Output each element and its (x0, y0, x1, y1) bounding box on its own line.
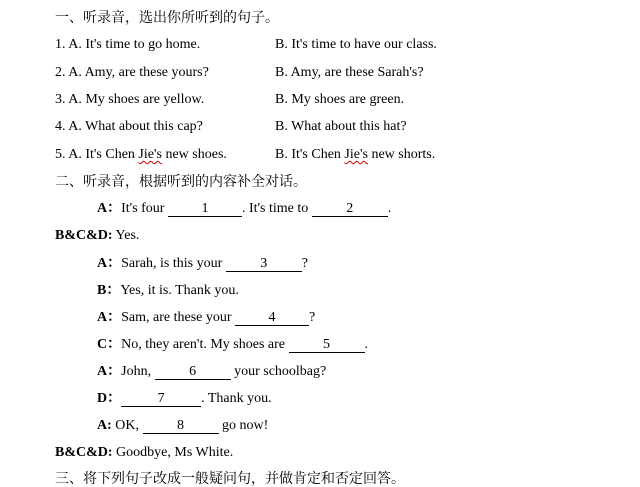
dialogue-text: go now! (218, 418, 269, 433)
speaker-label: A： (97, 364, 122, 379)
option-a: A. Amy, are these yours? (68, 65, 209, 80)
section2-heading: 二、听录音，根据听到的内容补全对话。 (55, 174, 307, 190)
dialogue-text: . Thank you. (201, 391, 272, 406)
question-number: 2. (55, 65, 66, 80)
dialogue-text: . (387, 201, 392, 216)
speaker-label: A: (97, 418, 112, 433)
dialogue-text: Yes. (115, 228, 140, 243)
spellcheck-name: Jie's (138, 147, 162, 162)
speaker-label: A： (97, 256, 122, 271)
dialogue-text: Goodbye, Ms White. (116, 445, 234, 460)
question-4 (55, 119, 203, 135)
option-a: A. What about this cap? (68, 119, 203, 134)
answer-blank-8: 8 (143, 419, 219, 434)
dialogue-line-4 (97, 283, 239, 299)
dialogue-line-2 (55, 228, 139, 244)
dialogue-line-8 (97, 391, 272, 407)
question-3 (55, 92, 204, 108)
dialogue-text: No, they aren't. My shoes are (121, 337, 289, 352)
dialogue-line-7 (97, 364, 326, 380)
question-5 (55, 147, 227, 163)
option-b: B. Amy, are these Sarah's? (275, 65, 424, 80)
question-number: 4. (55, 119, 66, 134)
dialogue-text: ? (301, 256, 308, 271)
option-b (275, 147, 435, 163)
answer-blank-1: 1 (168, 202, 242, 217)
answer-blank-2: 2 (312, 202, 388, 217)
question-2 (55, 65, 209, 81)
dialogue-line-3 (97, 256, 308, 272)
answer-blank-7: 7 (121, 392, 201, 407)
answer-blank-6: 6 (155, 365, 231, 380)
option-a: A. It's time to go home. (68, 37, 201, 52)
answer-blank-4: 4 (235, 311, 309, 326)
dialogue-text: OK, (115, 418, 143, 433)
dialogue-line-6 (97, 337, 368, 353)
section3-heading: 三、将下列句子改成一般疑问句，并做肯定和否定回答。 (55, 471, 405, 487)
option-a: A. My shoes are yellow. (68, 92, 205, 107)
dialogue-line-10 (55, 445, 233, 461)
question-number: 1. (55, 37, 66, 52)
dialogue-text: It's four (121, 201, 168, 216)
speaker-label: A： (97, 310, 122, 325)
question-number: 3. (55, 92, 66, 107)
dialogue-text: your schoolbag? (230, 364, 327, 379)
option-a-suffix: new shoes. (161, 147, 227, 162)
speaker-label: D： (97, 391, 122, 406)
speaker-label: B&C&D: (55, 228, 113, 243)
dialogue-text: Yes, it is. Thank you. (120, 283, 239, 298)
option-b: B. It's time to have our class. (275, 37, 437, 52)
dialogue-line-9 (97, 418, 268, 434)
dialogue-text: ? (309, 310, 316, 325)
dialogue-text: . It's time to (241, 201, 312, 216)
section1-heading: 一、听录音，选出你所听到的句子。 (55, 10, 279, 26)
dialogue-line-1 (97, 201, 391, 217)
dialogue-text: Sarah, is this your (121, 256, 226, 271)
option-b-prefix: B. It's Chen (275, 147, 345, 162)
dialogue-line-5 (97, 310, 315, 326)
speaker-label: A： (97, 201, 122, 216)
option-a-prefix: A. It's Chen (68, 147, 139, 162)
option-b: B. My shoes are green. (275, 92, 405, 107)
dialogue-text: Sam, are these your (121, 310, 236, 325)
option-b: B. What about this hat? (275, 119, 407, 134)
answer-blank-3: 3 (226, 257, 302, 272)
speaker-label: B： (97, 283, 121, 298)
speaker-label: C： (97, 337, 122, 352)
spellcheck-name: Jie's (344, 147, 368, 162)
speaker-label: B&C&D: (55, 445, 113, 460)
question-number: 5. (55, 147, 66, 162)
dialogue-text: . (364, 337, 368, 352)
question-1 (55, 37, 200, 53)
option-b-suffix: new shorts. (367, 147, 436, 162)
dialogue-text: John, (121, 364, 155, 379)
answer-blank-5: 5 (289, 338, 365, 353)
